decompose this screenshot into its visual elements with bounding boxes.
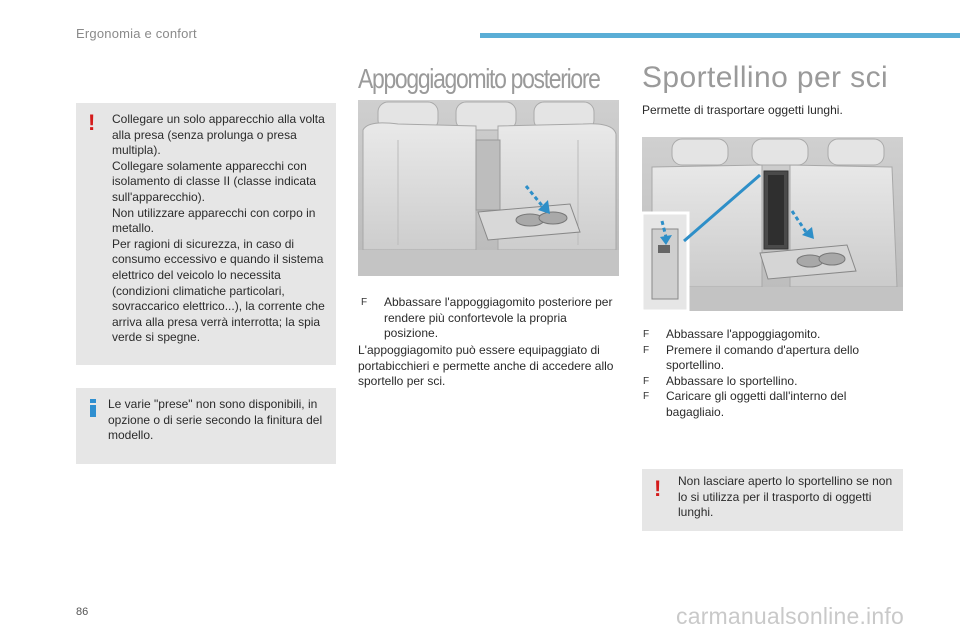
ski-flap-photo: [642, 137, 903, 311]
rear-seat-armrest-illustration: [358, 100, 619, 276]
step-text: Caricare gli oggetti dall'interno del bagagliaio.: [666, 389, 847, 419]
step-item: [643, 374, 901, 390]
ski-flap-illustration: [642, 137, 903, 311]
bullet-marker-icon: F: [643, 329, 650, 340]
bullet-marker-icon: F: [643, 375, 650, 387]
ski-flap-warning-text: Non lasciare aperto lo sportellino se non lo si utilizza per il trasporto di oggetti lunghi.: [678, 474, 893, 520]
info-box: [76, 388, 336, 464]
warning-box-text: [112, 112, 332, 346]
rear-armrest-steps: [361, 295, 619, 342]
info-box-text: Le varie "prese" non sono disponibili, in opzione o di serie secondo la finitura del modello.: [108, 397, 323, 443]
step-text: Abbassare lo sportellino.: [666, 373, 798, 388]
ski-flap-warning-box: [642, 469, 903, 531]
page-number: 86: [76, 606, 89, 618]
bullet-marker-icon: F: [361, 297, 368, 308]
step-text: Abbassare l'appoggiagomito posteriore per rendere più confortevole la propria posizione.: [384, 295, 613, 341]
warning-box: [76, 103, 336, 365]
ski-flap-steps: [643, 327, 901, 421]
step-item: [643, 327, 901, 343]
bullet-marker-icon: F: [643, 344, 650, 356]
step-item: [643, 343, 901, 374]
warning-line: Collegare un solo apparecchio alla volta alla presa (senza prolunga o presa multipla).: [112, 112, 325, 158]
step-item: [361, 295, 619, 342]
watermark-text: carmanualsonline.info: [676, 603, 904, 629]
rear-armrest-paragraph: L'appoggiagomito può essere equipaggiato di portabicchieri e permette anche di accedere allo sportello per sci.: [358, 343, 614, 389]
info-icon: [90, 399, 96, 417]
step-item: [643, 389, 901, 420]
exclamation-icon: !: [88, 110, 96, 135]
header-accent-bar: [480, 33, 960, 38]
warning-line: Per ragioni di sicurezza, in caso di consumo eccessivo e quando il sistema elettrico del veicolo lo necessita (condizioni climatiche particolari, sovraccarico elettrico...), la corrente che arriva alla presa verrà interrotta; la spia verde si spegne.: [112, 236, 325, 345]
ski-flap-intro: Permette di trasportare oggetti lunghi.: [642, 103, 843, 117]
rear-armrest-title: Appoggiagomito posteriore: [358, 63, 600, 94]
section-header-title: Ergonomia e confort: [76, 26, 197, 41]
ski-flap-title: Sportellino per sci: [642, 61, 889, 94]
warning-line: Collegare solamente apparecchi con isolamento di classe II (classe indicata sull'apparecchio).: [112, 158, 317, 204]
step-text: Abbassare l'appoggiagomito.: [666, 327, 821, 341]
exclamation-icon: !: [654, 476, 662, 501]
step-text: Premere il comando d'apertura dello sportellino.: [666, 342, 860, 373]
rear-armrest-photo: [358, 100, 619, 276]
warning-line: Non utilizzare apparecchi con corpo in metallo.: [112, 205, 316, 236]
bullet-marker-icon: F: [643, 391, 650, 403]
